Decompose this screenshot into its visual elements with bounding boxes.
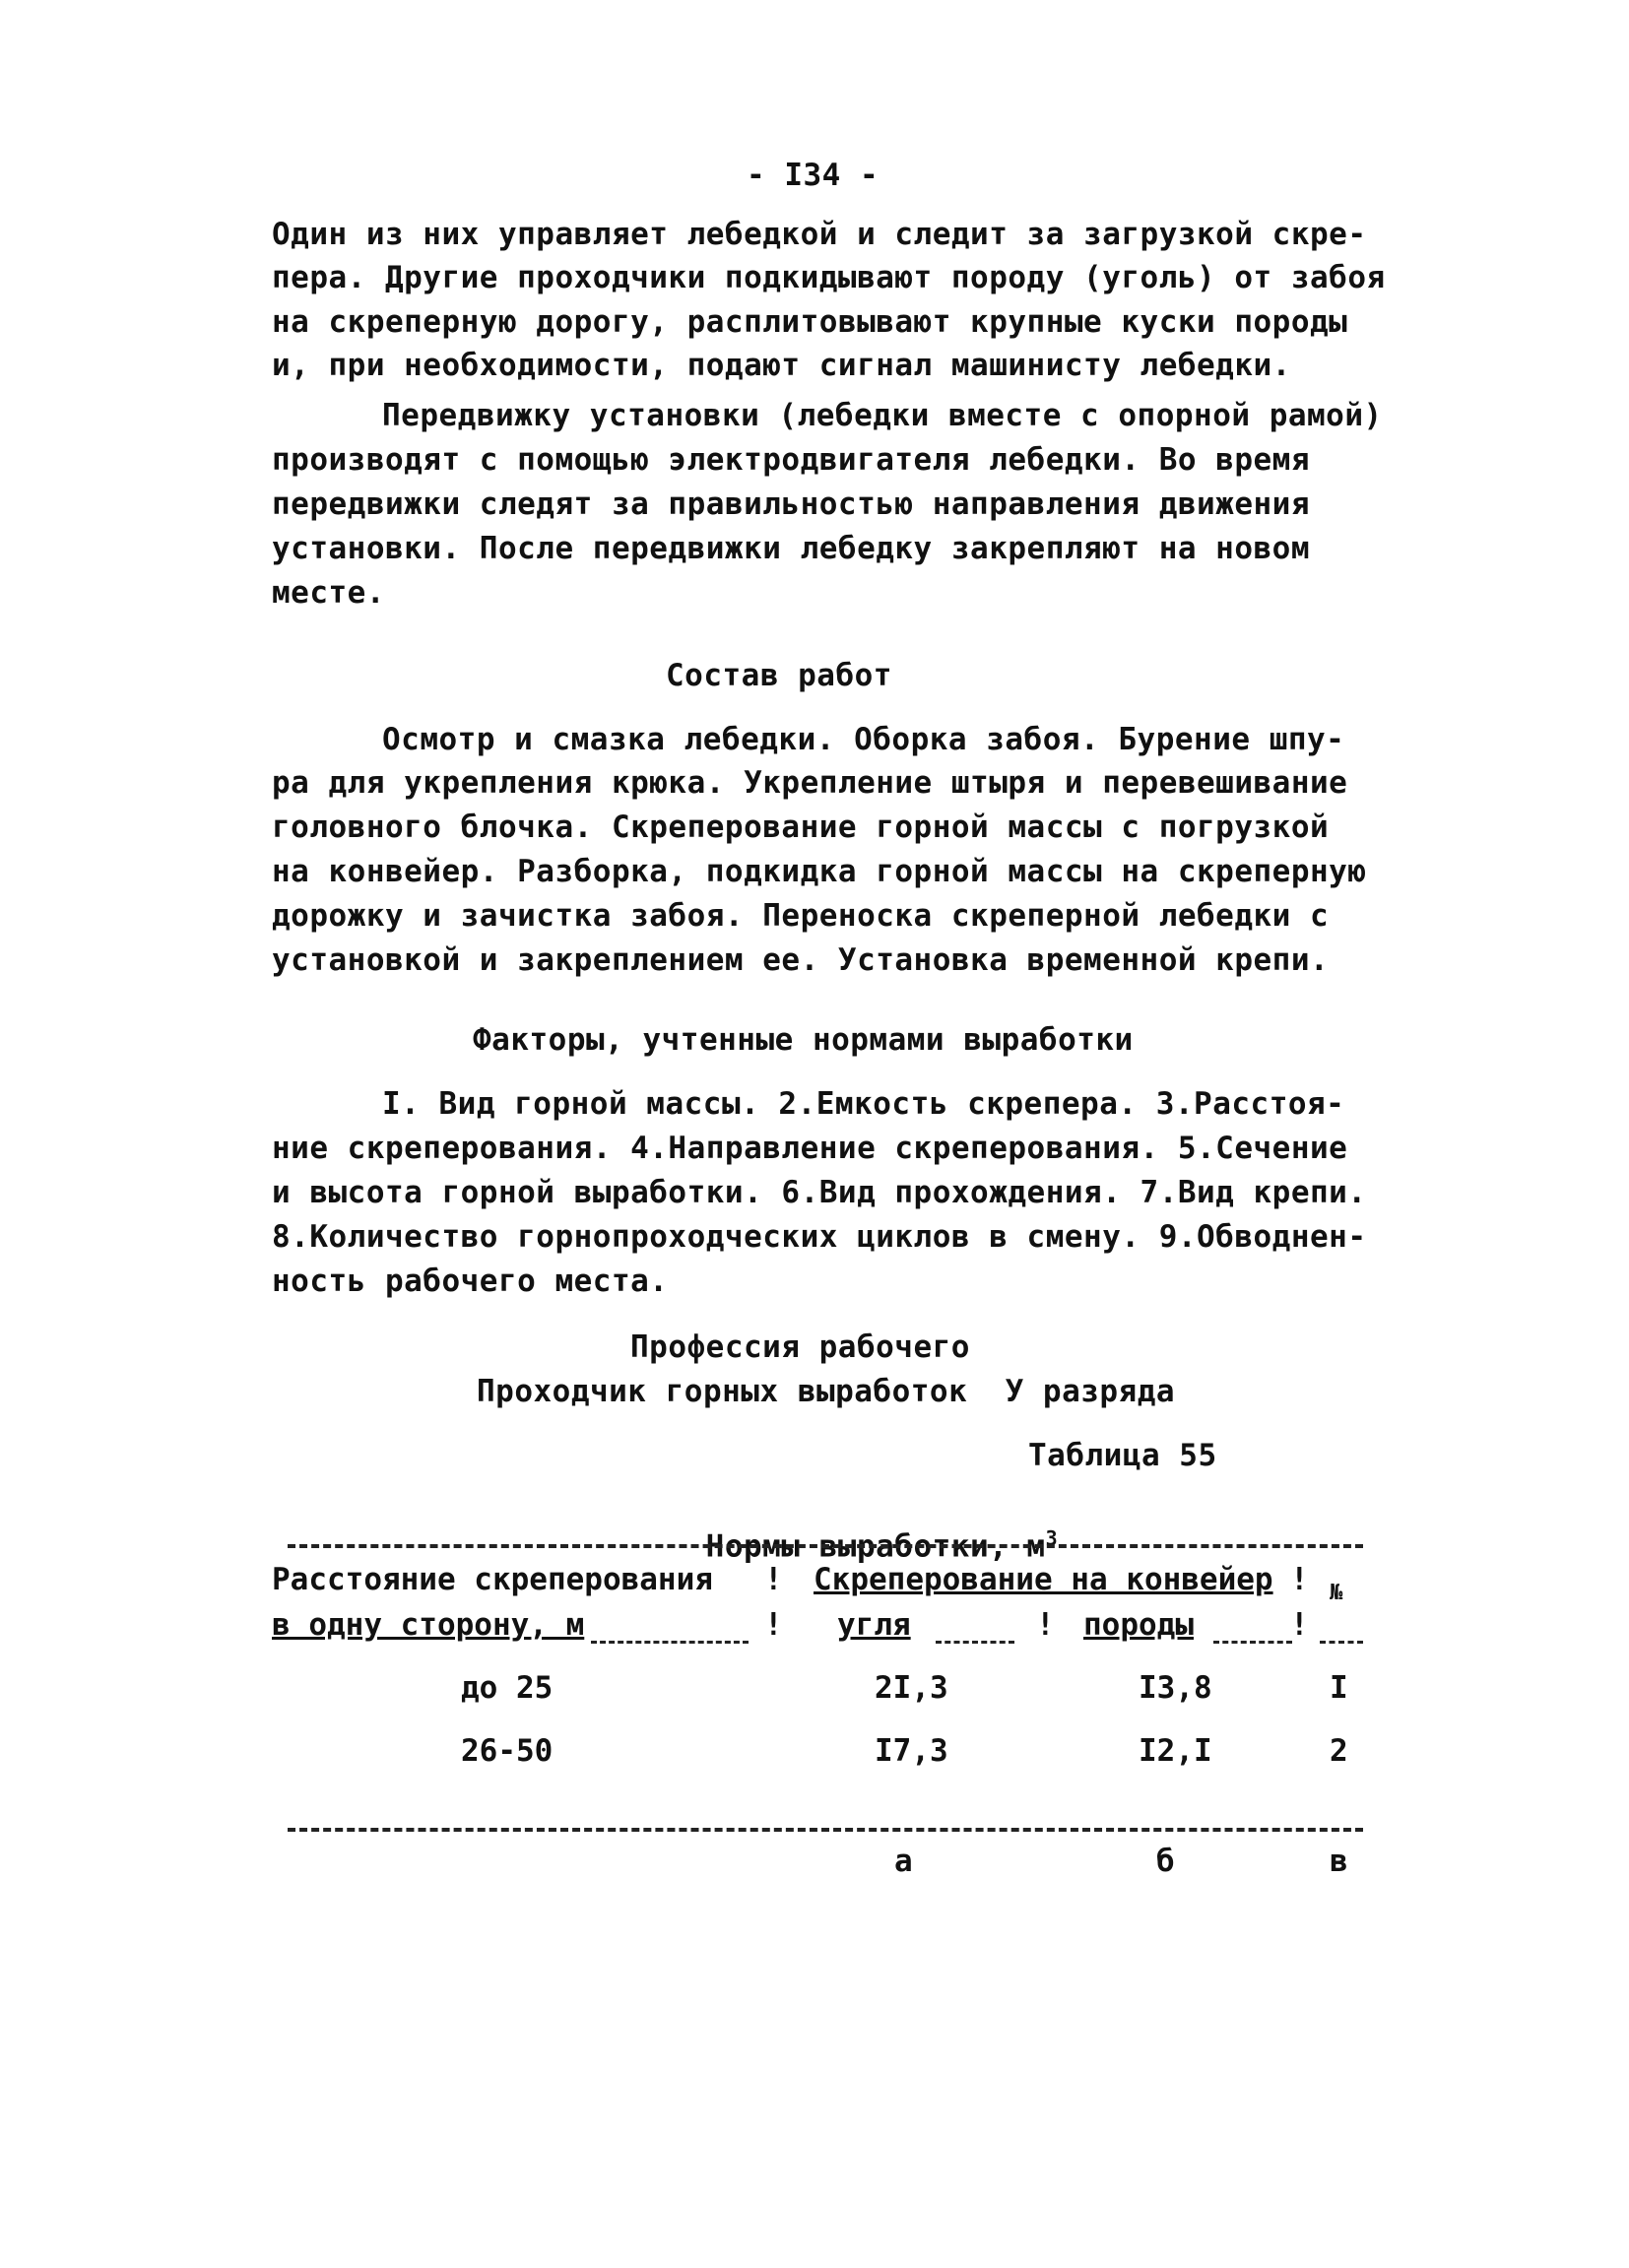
- work-paragraph-line: установкой и закреплением ее. Установка временной крепи.: [272, 942, 1330, 978]
- footer-coal: а: [894, 1844, 913, 1879]
- paragraph2-line: производят с помощью электродвигателя лебедки. Во время: [272, 442, 1310, 478]
- header-separator: !: [1036, 1607, 1055, 1643]
- factors-paragraph-line: 8.Количество горнопроходческих циклов в смену. 9.Обводнен-: [272, 1219, 1367, 1255]
- table-top-rule: [288, 1544, 1363, 1548]
- header-separator: !: [1290, 1562, 1309, 1597]
- row-rock: I2,I: [1139, 1733, 1212, 1769]
- header-distance-line1: Расстояние скреперования: [272, 1562, 713, 1597]
- header-separator: !: [764, 1607, 783, 1643]
- header-num-underline: [1320, 1641, 1363, 1644]
- factors-title: Факторы, учтенные нормами выработки: [473, 1022, 1134, 1058]
- table-bottom-rule: [288, 1828, 1363, 1832]
- row-rock: I3,8: [1139, 1670, 1212, 1706]
- row-distance: до 25: [461, 1670, 554, 1706]
- header-group: Скреперование на конвейер: [814, 1562, 1273, 1597]
- profession-line: Проходчик горных выработок У разряда: [477, 1374, 1176, 1409]
- page-number: - I34 -: [747, 158, 880, 193]
- work-paragraph-line: на конвейер. Разборка, подкидка горной массы на скреперную: [272, 854, 1367, 889]
- paragraph2-line: месте.: [272, 575, 385, 611]
- header-distance-line2: в одну сторону, м: [272, 1607, 585, 1643]
- header-rock: породы: [1083, 1607, 1194, 1643]
- header-separator: !: [1290, 1607, 1309, 1643]
- norms-unit-sup: 3: [1045, 1526, 1059, 1550]
- paragraph1-line: пера. Другие проходчики подкидывают породу (уголь) от забоя: [272, 260, 1386, 295]
- factors-paragraph-line: и высота горной выработки. 6.Вид прохождения. 7.Вид крепи.: [272, 1175, 1367, 1210]
- work-paragraph-line: дорожку и зачистка забоя. Переноска скреперной лебедки с: [272, 898, 1330, 934]
- row-num: I: [1330, 1670, 1348, 1706]
- footer-rock: б: [1156, 1844, 1175, 1879]
- paragraph2-line: Передвижку установки (лебедки вместе с опорной рамой): [382, 398, 1383, 433]
- row-coal: I7,3: [875, 1733, 948, 1769]
- footer-num: в: [1330, 1844, 1348, 1879]
- paragraph2-line: передвижки следят за правильностью направления движения: [272, 486, 1310, 522]
- paragraph1-line: Один из них управляет лебедкой и следит за загрузкой скре-: [272, 217, 1367, 252]
- profession-title: Профессия рабочего: [630, 1329, 970, 1365]
- paragraph2-line: установки. После передвижки лебедку закрепляют на новом: [272, 531, 1310, 566]
- section-work-title: Состав работ: [666, 658, 892, 693]
- header-num: №: [1330, 1581, 1343, 1605]
- header-coal-underline: [936, 1641, 1014, 1644]
- row-coal: 2I,3: [875, 1670, 948, 1706]
- row-num: 2: [1330, 1733, 1348, 1769]
- row-distance: 26-50: [461, 1733, 554, 1769]
- header-rock-underline: [1213, 1641, 1292, 1644]
- paragraph1-line: на скреперную дорогу, расплитовывают крупные куски породы: [272, 304, 1348, 340]
- work-paragraph-line: Осмотр и смазка лебедки. Оборка забоя. Бурение шпу-: [382, 722, 1345, 757]
- factors-paragraph-line: ность рабочего места.: [272, 1264, 669, 1299]
- factors-paragraph-line: ние скреперования. 4.Направление скреперования. 5.Сечение: [272, 1131, 1348, 1166]
- header-separator: !: [764, 1562, 783, 1597]
- work-paragraph-line: головного блочка. Скреперование горной массы с погрузкой: [272, 810, 1330, 845]
- paragraph1-line: и, при необходимости, подают сигнал машинисту лебедки.: [272, 348, 1291, 383]
- norms-title-text: Нормы выработки, м: [705, 1528, 1046, 1565]
- header-row2-underline: [591, 1641, 749, 1644]
- header-coal: угля: [837, 1607, 911, 1643]
- work-paragraph-line: ра для укрепления крюка. Укрепление штыря и перевешивание: [272, 765, 1348, 801]
- factors-paragraph-line: I. Вид горной массы. 2.Емкость скрепера. 3.Расстоя-: [382, 1086, 1345, 1122]
- table-label: Таблица 55: [1028, 1438, 1217, 1473]
